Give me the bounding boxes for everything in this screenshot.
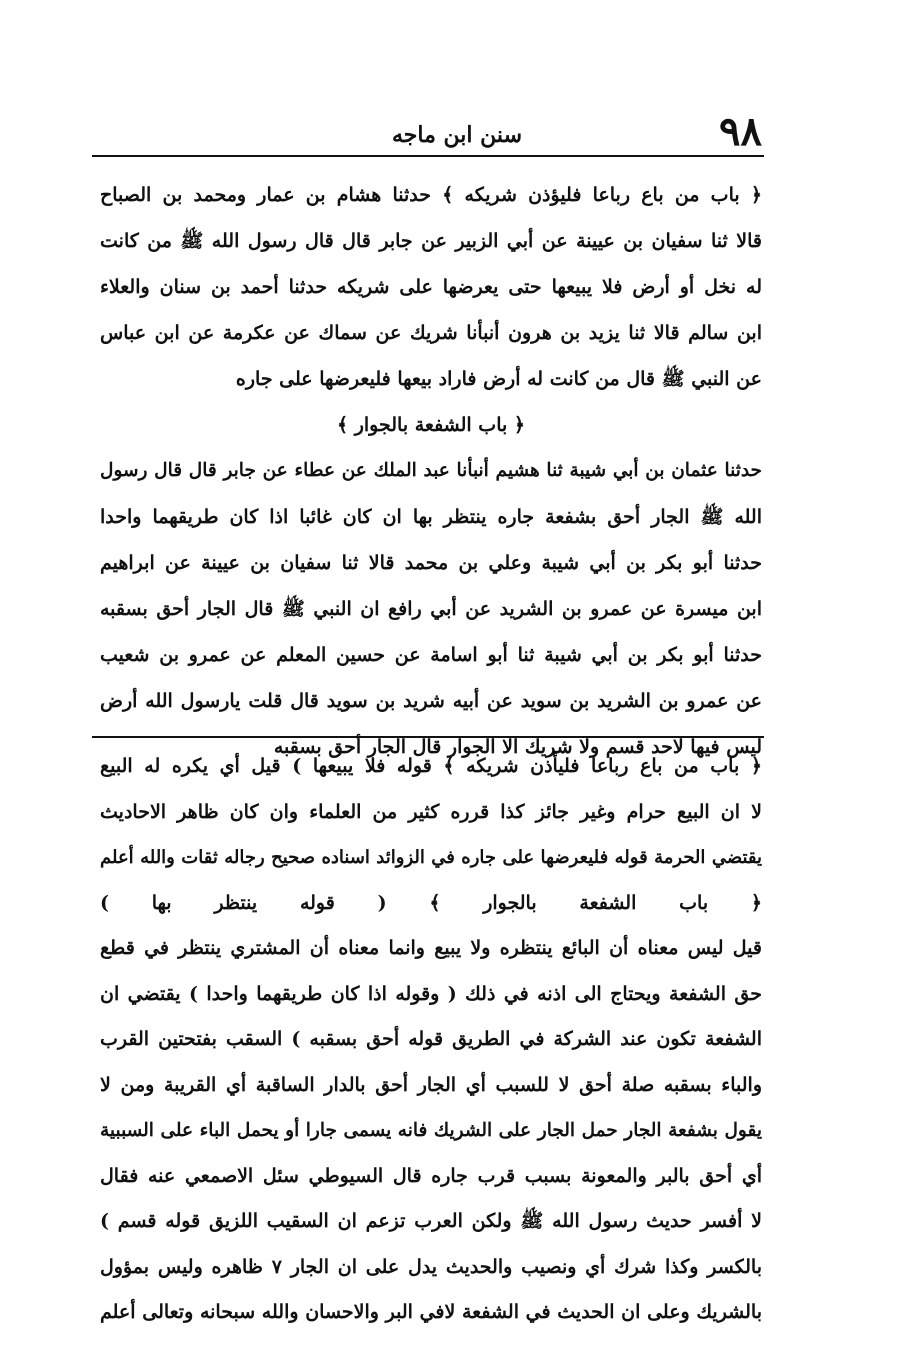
commentary-line: والباء بسقبه صلة أحق لا للسبب أي الجار أحق بالدار الساقبة أي القريبة ومن لا xyxy=(100,1073,762,1096)
text-line: حدثنا عثمان بن أبي شيبة ثنا هشيم أنبأنا عبد الملك عن عطاء عن جابر قال قال رسول xyxy=(100,460,762,481)
header-rule xyxy=(92,155,764,157)
text-line: ابن سالم قالا ثنا يزيد بن هرون أنبأنا شريك عن سماك عن عكرمة عن ابن عباس xyxy=(100,322,762,344)
text-line: عن عمرو بن الشريد بن سويد عن أبيه شريد بن سويد قال قلت يارسول الله أرض xyxy=(100,690,762,712)
text-line: ابن ميسرة عن عمرو بن الشريد عن أبي رافع ان النبي ﷺ قال الجار أحق بسقبه xyxy=(100,598,762,620)
text-line: الله ﷺ الجار أحق بشفعة جاره ينتظر بها ان كان غائبا اذا كان طريقهما واحدا xyxy=(100,506,762,528)
text-line: عن النبي ﷺ قال من كانت له أرض فاراد بيعها فليعرضها على جاره xyxy=(235,368,762,390)
commentary-line: ﴿ باب الشفعة بالجوار ﴾ ( قوله ينتظر بها ) xyxy=(100,891,762,914)
text-line: له نخل أو أرض فلا يبيعها حتى يعرضها على شريكه حدثنا أحمد بن سنان والعلاء xyxy=(100,276,762,298)
main-text xyxy=(100,172,762,770)
commentary-text xyxy=(100,744,762,1336)
commentary-rule xyxy=(92,736,764,738)
text-line: حدثنا أبو بكر بن أبي شيبة وعلي بن محمد قالا ثنا سفيان بن عيينة عن ابراهيم xyxy=(100,552,762,574)
commentary-line: بالشريك وعلى ان الحديث في الشفعة لافي البر والاحسان والله سبحانه وتعالى أعلم xyxy=(100,1301,762,1323)
commentary-line: الشفعة تكون عند الشركة في الطريق قوله أحق بسقبه ) السقب بفتحتين القرب xyxy=(100,1028,762,1050)
text-line: قالا ثنا سفيان بن عيينة عن أبي الزبير عن جابر قال قال رسول الله ﷺ من كانت xyxy=(100,230,762,252)
text-line: حدثنا أبو بكر بن أبي شيبة ثنا أبو اسامة عن حسين المعلم عن عمرو بن شعيب xyxy=(100,644,762,666)
page-header xyxy=(92,108,762,156)
text-line: ليس فيها لاحد قسم ولا شريك الا الجوار قال الجار أحق بسقبه xyxy=(273,736,762,758)
commentary-line: لا أفسر حديث رسول الله ﷺ ولكن العرب تزعم ان السقيب اللزيق قوله قسم ) xyxy=(100,1210,762,1232)
commentary-line: يقتضي الحرمة قوله فليعرضها على جاره في الزوائد اسناده صحيح رجاله ثقات والله أعلم xyxy=(100,847,762,868)
book-title: سنن ابن ماجه xyxy=(392,122,523,148)
commentary-line: قيل ليس معناه أن البائع ينتظره ولا يبيع وانما معناه أن المشتري ينتظر في قطع xyxy=(100,937,762,959)
commentary-line: حق الشفعة ويحتاج الى اذنه في ذلك ( وقوله اذا كان طريقهما واحدا ) يقتضي ان xyxy=(100,982,762,1005)
text-line: ﴿ باب من باع رباعا فليؤذن شريكه ﴾ حدثنا هشام بن عمار ومحمد بن الصباح xyxy=(100,184,762,206)
commentary-line: أي أحق بالبر والمعونة بسبب قرب جاره قال السيوطي سئل الاصمعي عنه فقال xyxy=(100,1164,762,1187)
commentary-line: ﴿ باب من باع رباعا فليأذن شريكه ﴾ قوله فلا يبيعها ) قيل أي يكره له البيع xyxy=(100,755,762,777)
chapter-heading: ﴿ باب الشفعة بالجوار ﴾ xyxy=(336,414,526,436)
commentary-line: لا ان البيع حرام وغير جائز كذا قرره كثير من العلماء وان كان ظاهر الاحاديث xyxy=(100,800,762,823)
commentary-line: بالكسر وكذا شرك أي ونصيب والحديث يدل على ان الجار ٧ ظاهره وليس بمؤول xyxy=(100,1255,762,1278)
page-number: ٩٨ xyxy=(719,108,762,155)
commentary-line: يقول بشفعة الجار حمل الجار على الشريك فانه يسمى جارا أو يحمل الباء على السببية xyxy=(100,1120,762,1141)
